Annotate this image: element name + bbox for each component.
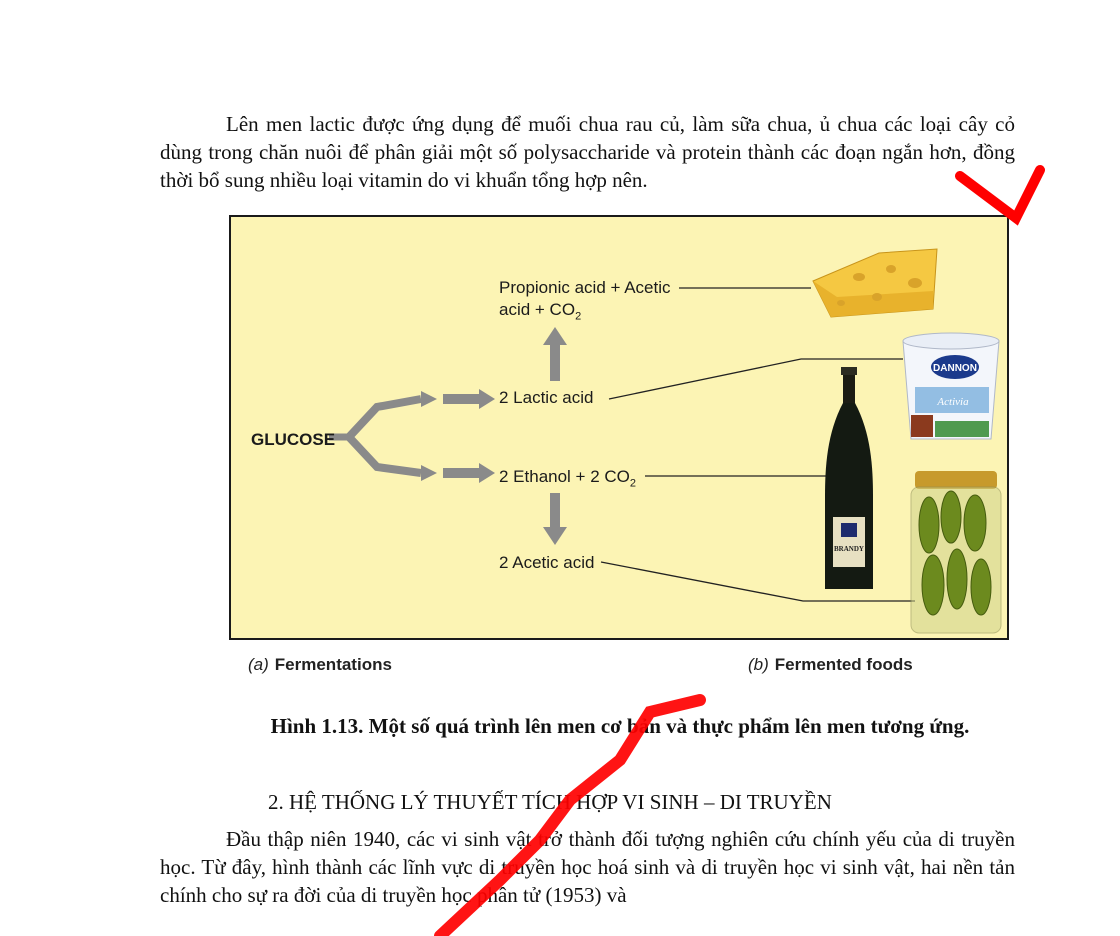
- yogurt-brand-text: DANNON: [933, 363, 977, 374]
- yogurt-image: [903, 333, 999, 439]
- acetic-acid-label: 2 Acetic acid: [499, 553, 595, 572]
- glucose-branch-arrows: [329, 389, 495, 483]
- lactic-acid-label: 2 Lactic acid: [499, 388, 594, 407]
- glucose-label: GLUCOSE: [251, 430, 336, 449]
- pickle-jar-image: [911, 471, 1001, 633]
- intro-paragraph: Lên men lactic được ứng dụng để muối chua rau củ, làm sữa chua, ủ chua các loại cây cỏ dùng trong chăn nuôi để phân giải một số polysaccharide và protein thành các đoạn ngắn hơn, đồng thời bổ sung nhiều loại vitamin do vi khuẩn tổng hợp nên.: [160, 112, 1015, 192]
- ethanol-label: 2 Ethanol + 2 $CO_2$: [499, 467, 637, 490]
- propionic-acid-label: Propionic acid + Acetic acid + $CO_2$: [499, 278, 671, 323]
- brandy-bottle-image: [825, 367, 873, 589]
- cheese-image: [813, 249, 937, 317]
- subfigure-a-caption: (a) Fermentations: [248, 655, 392, 674]
- subfigure-b-caption: (b) Fermented foods: [748, 655, 913, 674]
- vertical-arrows: [543, 327, 567, 545]
- fermentation-figure: [229, 215, 1009, 640]
- section-heading: 2. HỆ THỐNG LÝ THUYẾT TÍCH HỢP VI SINH – DI TRUYỀN: [268, 790, 832, 814]
- yogurt-sub-text: Activia: [937, 396, 969, 408]
- section-paragraph: Đầu thập niên 1940, các vi sinh vật trở thành đối tượng nghiên cứu chính yếu của di truyền học. Từ đây, hình thành các lĩnh vực di truyền học hoá sinh và di truyền học vi sinh vật, hai nền tản chính cho sự ra đời của di truyền học phân tử (1953) và: [160, 827, 1015, 907]
- figure-caption: Hình 1.13. Một số quá trình lên men cơ bản và thực phẩm lên men tương ứng.: [270, 714, 970, 738]
- brandy-label-text: BRANDY: [834, 545, 864, 553]
